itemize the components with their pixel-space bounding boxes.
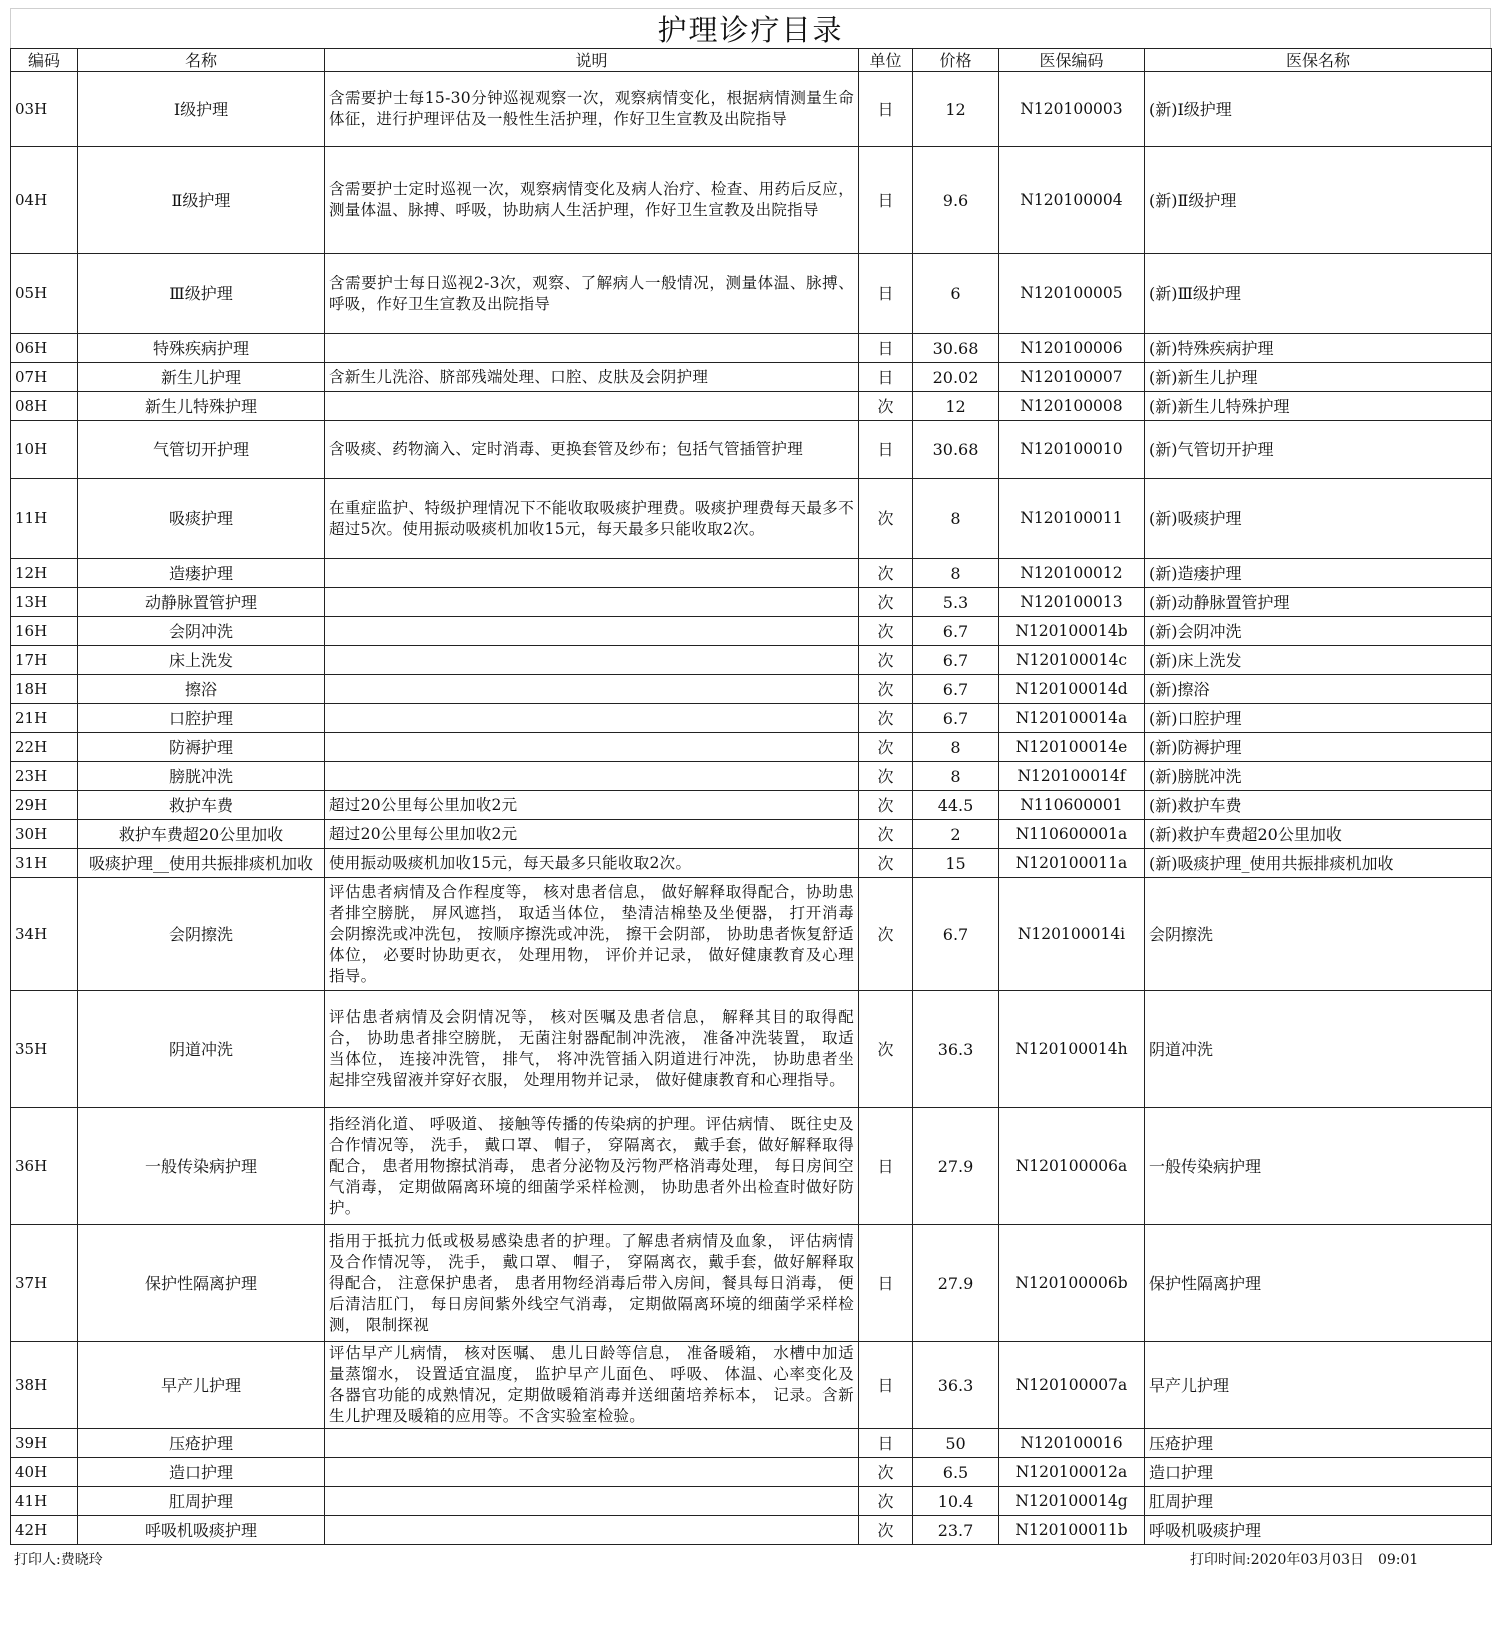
printer-label: 打印人:费晓玲 (14, 1552, 103, 1568)
code-cell: 04H (11, 147, 78, 254)
ins-name-cell: 阴道冲洗 (1145, 991, 1492, 1108)
code-cell: 21H (11, 704, 78, 733)
code-cell: 11H (11, 479, 78, 559)
desc-cell (325, 704, 859, 733)
code-cell: 30H (11, 820, 78, 849)
ins-code-cell: N120100014g (999, 1487, 1145, 1516)
code-cell: 10H (11, 421, 78, 479)
price-cell: 6.7 (913, 617, 999, 646)
code-cell: 34H (11, 878, 78, 991)
table-row (11, 1108, 1492, 1225)
ins-code-cell: N120100016 (999, 1429, 1145, 1458)
ins-code-cell: N120100007 (999, 363, 1145, 392)
catalog-table (10, 48, 1492, 1545)
desc-cell (325, 646, 859, 675)
price-cell: 27.9 (913, 1225, 999, 1342)
name-cell: 阴道冲洗 (78, 991, 325, 1108)
price-cell: 27.9 (913, 1108, 999, 1225)
ins-name-cell: 会阴擦洗 (1145, 878, 1492, 991)
ins-code-cell: N110600001a (999, 820, 1145, 849)
unit-cell: 次 (859, 878, 913, 991)
table-row (11, 72, 1492, 147)
ins-code-cell: N120100012a (999, 1458, 1145, 1487)
code-cell: 31H (11, 849, 78, 878)
desc-cell (325, 588, 859, 617)
name-cell: 压疮护理 (78, 1429, 325, 1458)
desc-cell: 评估患者病情及合作程度等， 核对患者信息， 做好解释取得配合，协助患者排空膀胱， 屏风遮挡， 取适当体位， 垫清洁棉垫及坐便器， 打开消毒会阴擦洗或冲洗包， 按顺序擦洗或冲洗， 擦干会阴部， 协助患者恢复舒适体位， 必要时协助更衣， 处理用物， 评价并记录， 做好健康教育及心理指导。 (325, 878, 859, 991)
ins-code-cell: N120100013 (999, 588, 1145, 617)
unit-cell: 次 (859, 791, 913, 820)
table-row (11, 363, 1492, 392)
ins-name-cell: (新)动静脉置管护理 (1145, 588, 1492, 617)
name-cell: 防褥护理 (78, 733, 325, 762)
table-row (11, 147, 1492, 254)
desc-cell: 在重症监护、特级护理情况下不能收取吸痰护理费。吸痰护理费每天最多不超过5次。使用振动吸痰机加收15元，每天最多只能收取2次。 (325, 479, 859, 559)
table-row (11, 733, 1492, 762)
ins-name-cell: (新)新生儿特殊护理 (1145, 392, 1492, 421)
name-cell: Ⅰ级护理 (78, 72, 325, 147)
desc-cell (325, 392, 859, 421)
ins-name-cell: 造口护理 (1145, 1458, 1492, 1487)
table-body (11, 72, 1492, 1545)
table-row (11, 421, 1492, 479)
table-row (11, 878, 1492, 991)
ins-code-cell: N120100014a (999, 704, 1145, 733)
unit-cell: 次 (859, 588, 913, 617)
name-cell: 造口护理 (78, 1458, 325, 1487)
ins-name-cell: 呼吸机吸痰护理 (1145, 1516, 1492, 1545)
price-cell: 2 (913, 820, 999, 849)
price-cell: 6.7 (913, 704, 999, 733)
header-code: 编码 (11, 49, 78, 72)
ins-code-cell: N120100008 (999, 392, 1145, 421)
ins-name-cell: 保护性隔离护理 (1145, 1225, 1492, 1342)
catalog-sheet (10, 8, 1491, 1569)
header-name: 名称 (78, 49, 325, 72)
unit-cell: 次 (859, 675, 913, 704)
code-cell: 38H (11, 1342, 78, 1429)
name-cell: 救护车费 (78, 791, 325, 820)
price-cell: 6 (913, 254, 999, 334)
code-cell: 18H (11, 675, 78, 704)
unit-cell: 次 (859, 1487, 913, 1516)
desc-cell (325, 1516, 859, 1545)
table-row (11, 849, 1492, 878)
unit-cell: 次 (859, 559, 913, 588)
table-row (11, 1342, 1492, 1429)
table-row (11, 675, 1492, 704)
ins-code-cell: N120100011a (999, 849, 1145, 878)
name-cell: 床上洗发 (78, 646, 325, 675)
ins-code-cell: N120100010 (999, 421, 1145, 479)
name-cell: 新生儿特殊护理 (78, 392, 325, 421)
footer (10, 1545, 1491, 1569)
table-row (11, 559, 1492, 588)
name-cell: 呼吸机吸痰护理 (78, 1516, 325, 1545)
ins-name-cell: (新)吸痰护理_使用共振排痰机加收 (1145, 849, 1492, 878)
desc-cell: 评估患者病情及会阴情况等， 核对医嘱及患者信息， 解释其目的取得配合， 协助患者排空膀胱， 无菌注射器配制冲洗液， 准备冲洗装置， 取适当体位， 连接冲洗管， 排气， 将冲洗管插入阴道进行冲洗， 协助患者坐起排空残留液并穿好衣服， 处理用物并记录， 做好健康教育和心理指导。 (325, 991, 859, 1108)
ins-code-cell: N120100003 (999, 72, 1145, 147)
unit-cell: 日 (859, 334, 913, 363)
unit-cell: 次 (859, 762, 913, 791)
table-row (11, 791, 1492, 820)
unit-cell: 日 (859, 363, 913, 392)
ins-name-cell: (新)救护车费 (1145, 791, 1492, 820)
name-cell: 吸痰护理__使用共振排痰机加收 (78, 849, 325, 878)
table-row (11, 479, 1492, 559)
ins-name-cell: (新)气管切开护理 (1145, 421, 1492, 479)
code-cell: 35H (11, 991, 78, 1108)
code-cell: 23H (11, 762, 78, 791)
header-desc: 说明 (325, 49, 859, 72)
name-cell: 一般传染病护理 (78, 1108, 325, 1225)
table-row (11, 1487, 1492, 1516)
desc-cell: 含需要护士定时巡视一次，观察病情变化及病人治疗、检查、用药后反应，测量体温、脉搏、呼吸，协助病人生活护理，作好卫生宣教及出院指导 (325, 147, 859, 254)
unit-cell: 日 (859, 421, 913, 479)
desc-cell (325, 762, 859, 791)
price-cell: 36.3 (913, 1342, 999, 1429)
ins-name-cell: (新)擦浴 (1145, 675, 1492, 704)
code-cell: 16H (11, 617, 78, 646)
unit-cell: 次 (859, 991, 913, 1108)
name-cell: 救护车费超20公里加收 (78, 820, 325, 849)
ins-code-cell: N120100006b (999, 1225, 1145, 1342)
unit-cell: 次 (859, 617, 913, 646)
table-row (11, 1516, 1492, 1545)
name-cell: 擦浴 (78, 675, 325, 704)
unit-cell: 次 (859, 479, 913, 559)
name-cell: 保护性隔离护理 (78, 1225, 325, 1342)
ins-name-cell: 压疮护理 (1145, 1429, 1492, 1458)
ins-code-cell: N120100014b (999, 617, 1145, 646)
name-cell: 会阴擦洗 (78, 878, 325, 991)
name-cell: 口腔护理 (78, 704, 325, 733)
unit-cell: 日 (859, 1342, 913, 1429)
header-ins-code: 医保编码 (999, 49, 1145, 72)
table-row (11, 334, 1492, 363)
desc-cell (325, 617, 859, 646)
price-cell: 8 (913, 733, 999, 762)
table-row (11, 1225, 1492, 1342)
header-unit: 单位 (859, 49, 913, 72)
desc-cell (325, 733, 859, 762)
ins-name-cell: (新)Ⅲ级护理 (1145, 254, 1492, 334)
header-ins-name: 医保名称 (1145, 49, 1492, 72)
name-cell: 气管切开护理 (78, 421, 325, 479)
ins-code-cell: N120100005 (999, 254, 1145, 334)
price-cell: 12 (913, 72, 999, 147)
ins-code-cell: N120100006a (999, 1108, 1145, 1225)
table-row (11, 392, 1492, 421)
code-cell: 03H (11, 72, 78, 147)
desc-cell: 含吸痰、药物滴入、定时消毒、更换套管及纱布；包括气管插管护理 (325, 421, 859, 479)
price-cell: 8 (913, 559, 999, 588)
ins-name-cell: 早产儿护理 (1145, 1342, 1492, 1429)
unit-cell: 日 (859, 72, 913, 147)
code-cell: 39H (11, 1429, 78, 1458)
header-price: 价格 (913, 49, 999, 72)
price-cell: 6.7 (913, 878, 999, 991)
desc-cell: 评估早产儿病情， 核对医嘱、 患儿日龄等信息， 准备暖箱， 水槽中加适量蒸馏水， 设置适宜温度， 监护早产儿面色、 呼吸、 体温、心率变化及各器官功能的成熟情况，定期做暖箱消毒并送细菌培养标本， 记录。含新生儿护理及暖箱的应用等。不含实验室检验。 (325, 1342, 859, 1429)
table-row (11, 617, 1492, 646)
price-cell: 12 (913, 392, 999, 421)
table-row (11, 646, 1492, 675)
code-cell: 41H (11, 1487, 78, 1516)
code-cell: 29H (11, 791, 78, 820)
price-cell: 6.7 (913, 646, 999, 675)
price-cell: 44.5 (913, 791, 999, 820)
ins-code-cell: N120100014e (999, 733, 1145, 762)
code-cell: 08H (11, 392, 78, 421)
name-cell: 新生儿护理 (78, 363, 325, 392)
ins-code-cell: N120100014h (999, 991, 1145, 1108)
price-cell: 8 (913, 479, 999, 559)
desc-cell: 含需要护士每15-30分钟巡视观察一次，观察病情变化，根据病情测量生命体征，进行护理评估及一般性生活护理，作好卫生宣教及出院指导 (325, 72, 859, 147)
code-cell: 36H (11, 1108, 78, 1225)
name-cell: Ⅱ级护理 (78, 147, 325, 254)
unit-cell: 次 (859, 1516, 913, 1545)
ins-name-cell: (新)Ⅱ级护理 (1145, 147, 1492, 254)
code-cell: 22H (11, 733, 78, 762)
ins-name-cell: (新)防褥护理 (1145, 733, 1492, 762)
price-cell: 10.4 (913, 1487, 999, 1516)
unit-cell: 次 (859, 1458, 913, 1487)
ins-code-cell: N120100004 (999, 147, 1145, 254)
unit-cell: 次 (859, 849, 913, 878)
price-cell: 23.7 (913, 1516, 999, 1545)
price-cell: 6.5 (913, 1458, 999, 1487)
unit-cell: 日 (859, 1108, 913, 1225)
table-row (11, 820, 1492, 849)
desc-cell: 超过20公里每公里加收2元 (325, 791, 859, 820)
code-cell: 12H (11, 559, 78, 588)
ins-name-cell: (新)床上洗发 (1145, 646, 1492, 675)
desc-cell (325, 1458, 859, 1487)
name-cell: 肛周护理 (78, 1487, 325, 1516)
table-row (11, 1429, 1492, 1458)
ins-name-cell: 肛周护理 (1145, 1487, 1492, 1516)
price-cell: 9.6 (913, 147, 999, 254)
code-cell: 05H (11, 254, 78, 334)
name-cell: 早产儿护理 (78, 1342, 325, 1429)
price-cell: 30.68 (913, 421, 999, 479)
name-cell: 特殊疾病护理 (78, 334, 325, 363)
ins-code-cell: N120100006 (999, 334, 1145, 363)
code-cell: 13H (11, 588, 78, 617)
ins-name-cell: (新)新生儿护理 (1145, 363, 1492, 392)
name-cell: 会阴冲洗 (78, 617, 325, 646)
desc-cell (325, 1487, 859, 1516)
name-cell: 动静脉置管护理 (78, 588, 325, 617)
desc-cell (325, 334, 859, 363)
name-cell: Ⅲ级护理 (78, 254, 325, 334)
unit-cell: 次 (859, 704, 913, 733)
ins-name-cell: (新)会阴冲洗 (1145, 617, 1492, 646)
unit-cell: 日 (859, 254, 913, 334)
desc-cell (325, 559, 859, 588)
table-row (11, 254, 1492, 334)
unit-cell: 次 (859, 820, 913, 849)
ins-code-cell: N120100011 (999, 479, 1145, 559)
ins-code-cell: N120100014i (999, 878, 1145, 991)
table-row (11, 762, 1492, 791)
ins-name-cell: (新)救护车费超20公里加收 (1145, 820, 1492, 849)
price-cell: 36.3 (913, 991, 999, 1108)
desc-cell (325, 1429, 859, 1458)
ins-name-cell: (新)特殊疾病护理 (1145, 334, 1492, 363)
print-time: 打印时间:2020年03月03日 09:01 (1190, 1552, 1419, 1568)
table-row (11, 588, 1492, 617)
table-row (11, 704, 1492, 733)
price-cell: 50 (913, 1429, 999, 1458)
ins-code-cell: N120100011b (999, 1516, 1145, 1545)
table-row (11, 991, 1492, 1108)
price-cell: 6.7 (913, 675, 999, 704)
price-cell: 20.02 (913, 363, 999, 392)
ins-code-cell: N120100014f (999, 762, 1145, 791)
name-cell: 吸痰护理 (78, 479, 325, 559)
price-cell: 30.68 (913, 334, 999, 363)
code-cell: 06H (11, 334, 78, 363)
desc-cell: 指用于抵抗力低或极易感染患者的护理。了解患者病情及血象， 评估病情及合作情况等， 洗手， 戴口罩、 帽子， 穿隔离衣，戴手套，做好解释取得配合， 注意保护患者， 患者用物经消毒后带入房间，餐具每日消毒， 便后清洁肛门， 每日房间紫外线空气消毒， 定期做隔离环境的细菌学采样检测， 限制探视 (325, 1225, 859, 1342)
code-cell: 40H (11, 1458, 78, 1487)
ins-name-cell: 一般传染病护理 (1145, 1108, 1492, 1225)
name-cell: 造瘘护理 (78, 559, 325, 588)
desc-cell: 指经消化道、 呼吸道、 接触等传播的传染病的护理。评估病情、 既往史及合作情况等， 洗手， 戴口罩、 帽子， 穿隔离衣， 戴手套，做好解释取得配合， 患者用物擦拭消毒， 患者分泌物及污物严格消毒处理， 每日房间空气消毒， 定期做隔离环境的细菌学采样检测， 协助患者外出检查时做好防护。 (325, 1108, 859, 1225)
table-row (11, 1458, 1492, 1487)
desc-cell (325, 675, 859, 704)
unit-cell: 次 (859, 392, 913, 421)
desc-cell: 含需要护士每日巡视2-3次，观察、了解病人一般情况，测量体温、脉搏、呼吸，作好卫生宣教及出院指导 (325, 254, 859, 334)
ins-name-cell: (新)吸痰护理 (1145, 479, 1492, 559)
price-cell: 8 (913, 762, 999, 791)
code-cell: 17H (11, 646, 78, 675)
ins-code-cell: N120100012 (999, 559, 1145, 588)
desc-cell: 使用振动吸痰机加收15元，每天最多只能收取2次。 (325, 849, 859, 878)
desc-cell: 含新生儿洗浴、脐部残端处理、口腔、皮肤及会阴护理 (325, 363, 859, 392)
ins-code-cell: N120100014c (999, 646, 1145, 675)
name-cell: 膀胱冲洗 (78, 762, 325, 791)
ins-code-cell: N120100007a (999, 1342, 1145, 1429)
ins-name-cell: (新)膀胱冲洗 (1145, 762, 1492, 791)
ins-name-cell: (新)造瘘护理 (1145, 559, 1492, 588)
code-cell: 37H (11, 1225, 78, 1342)
ins-name-cell: (新)口腔护理 (1145, 704, 1492, 733)
page-title: 护理诊疗目录 (10, 8, 1491, 48)
code-cell: 42H (11, 1516, 78, 1545)
unit-cell: 次 (859, 733, 913, 762)
ins-code-cell: N120100014d (999, 675, 1145, 704)
ins-name-cell: (新)Ⅰ级护理 (1145, 72, 1492, 147)
unit-cell: 次 (859, 646, 913, 675)
unit-cell: 日 (859, 1225, 913, 1342)
desc-cell: 超过20公里每公里加收2元 (325, 820, 859, 849)
header-row (11, 49, 1492, 72)
price-cell: 5.3 (913, 588, 999, 617)
unit-cell: 日 (859, 147, 913, 254)
ins-code-cell: N110600001 (999, 791, 1145, 820)
unit-cell: 日 (859, 1429, 913, 1458)
price-cell: 15 (913, 849, 999, 878)
code-cell: 07H (11, 363, 78, 392)
